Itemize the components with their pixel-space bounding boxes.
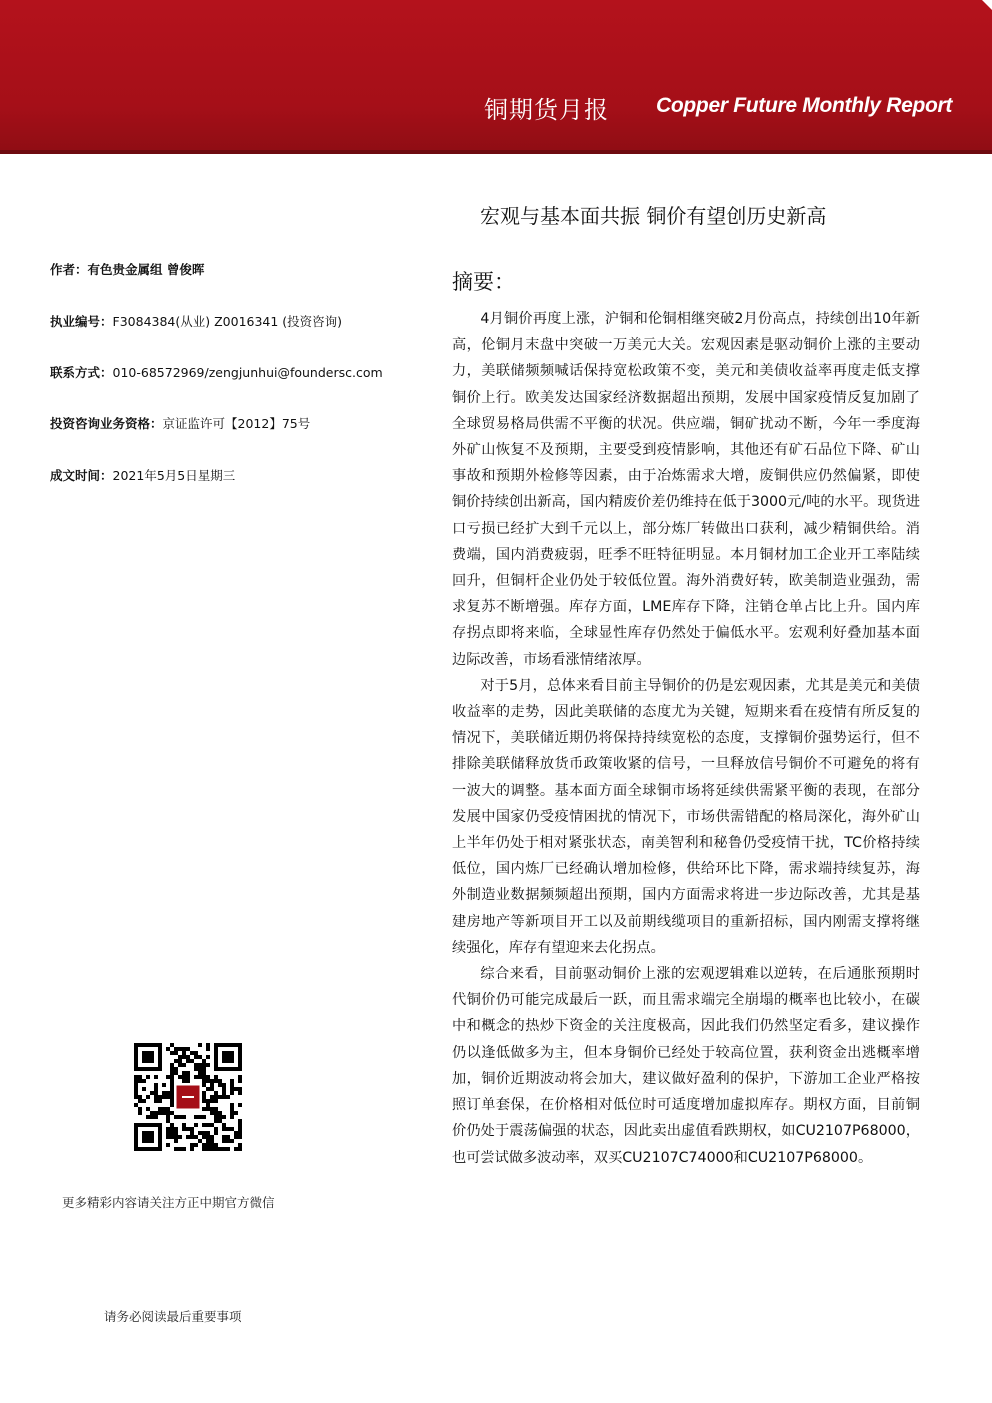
date-line <box>50 466 235 484</box>
banner-bottom-rule <box>0 150 992 154</box>
author-value: 有色贵金属组 曾俊晖 <box>87 262 205 277</box>
license-line <box>50 312 342 330</box>
license-value: F3084384(从业) Z0016341 (投资咨询) <box>112 314 343 329</box>
date-label: 成文时间： <box>50 468 113 483</box>
report-title-cn: 铜期货月报 <box>484 96 609 124</box>
article-headline: 宏观与基本面共振 铜价有望创历史新高 <box>480 204 827 228</box>
author-line <box>50 260 204 278</box>
contact-value: 010-68572969/zengjunhui@foundersc.com <box>112 365 383 380</box>
contact-label: 联系方式： <box>50 365 113 380</box>
summary-paragraph: 综合来看，目前驱动铜价上涨的宏观逻辑难以逆转，在后通胀预期时代铜价仍可能完成最后一跃，而且需求端完全崩塌的概率也比较小，在碳中和概念的热炒下资金的关注度极高，因此我们仍然坚定看多，建议操作仍以逢低做多为主，但本身铜价已经处于较高位置，获利资金出逃概率增加，铜价近期波动将会加大，建议做好盈利的保护，下游加工企业严格按照订单套保，在价格相对低位时可适度增加虚拟库存。期权方面，目前铜价仍处于震荡偏强的状态，因此卖出虚值看跌期权，如CU2107P68000，也可尝试做多波动率，双买CU2107C74000和CU2107P68000。 <box>452 966 920 1166</box>
qualification-label: 投资咨询业务资格： <box>50 416 163 431</box>
license-label: 执业编号： <box>50 314 113 329</box>
summary-body <box>452 306 920 1171</box>
summary-paragraph: 对于5月，总体来看目前主导铜价的仍是宏观因素，尤其是美元和美债收益率的走势，因此美联储的态度尤为关键，短期来看在疫情有所反复的情况下，美联储近期仍将保持持续宽松的态度，支撑铜价强势运行，但不排除美联储释放货币政策收紧的信号，一旦释放信号铜价不可避免的将有一波大的调整。基本面方面全球铜市场将延续供需紧平衡的表现，在部分发展中国家仍受疫情困扰的情况下，市场供需错配的格局深化，海外矿山上半年仍处于相对紧张状态，南美智利和秘鲁仍受疫情干扰，TC价格持续低位，国内炼厂已经确认增加检修，供给环比下降，需求端持续复苏，海外制造业数据频频超出预期，国内方面需求将进一步边际改善，尤其是基建房地产等新项目开工以及前期线缆项目的重新招标，国内刚需支撑将继续强化，库存有望迎来去化拐点。 <box>452 677 920 956</box>
qualification-line <box>50 414 310 432</box>
qr-caption: 更多精彩内容请关注方正中期官方微信 <box>62 1195 275 1210</box>
report-title-en: Copper Future Monthly Report <box>656 94 953 117</box>
summary-heading: 摘要： <box>452 270 515 294</box>
date-value: 2021年5月5日星期三 <box>112 468 236 483</box>
summary-paragraph: 4月铜价再度上涨，沪铜和伦铜相继突破2月份高点，持续创出10年新高，伦铜月末盘中突破一万美元大关。宏观因素是驱动铜价上涨的主要动力，美联储频频喊话保持宽松政策不变，美元和美债收益率再度走低支撑铜价上行。欧美发达国家经济数据超出预期，发展中国家疫情反复加剧了全球贸易格局供需不平衡的状况。供应端，铜矿扰动不断，今年一季度海外矿山恢复不及预期，主要受到疫情影响，其他还有矿石品位下降、矿山事故和预期外检修等因素，由于冶炼需求大增，废铜供应仍然偏紧，即使铜价持续创出新高，国内精废价差仍维持在低于3000元/吨的水平。现货进口亏损已经扩大到千元以上，部分炼厂转做出口获利，减少精铜供给。消费端，国内消费疲弱，旺季不旺特征明显。本月铜材加工企业开工率陆续回升，但铜杆企业仍处于较低位置。海外消费好转，欧美制造业强劲，需求复苏不断增强。库存方面，LME库存下降，注销仓单占比上升。国内库存拐点即将来临，全球显性库存仍然处于偏低水平。宏观利好叠加基本面边际改善，市场看涨情绪浓厚。 <box>452 311 920 668</box>
author-label: 作者： <box>50 262 88 277</box>
header-banner <box>0 0 992 152</box>
qualification-value: 京证监许可【2012】75号 <box>162 416 311 431</box>
wechat-qr-code[interactable] <box>134 1043 242 1151</box>
contact-line <box>50 363 383 381</box>
banner-corner <box>982 0 992 10</box>
disclaimer-notice: 请务必阅读最后重要事项 <box>104 1309 242 1324</box>
